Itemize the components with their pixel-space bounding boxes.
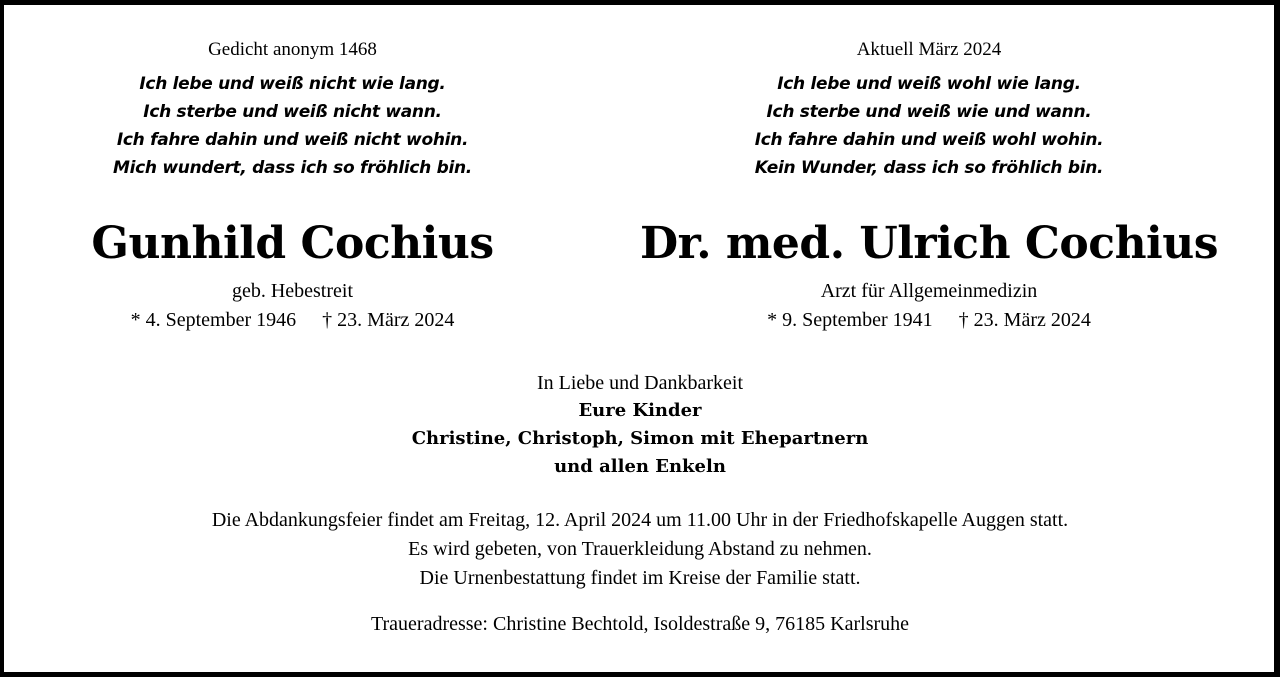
poem-line: Mich wundert, dass ich so fröhlich bin.: [113, 158, 472, 178]
left-dates: [40, 308, 545, 332]
poem-line: Ich lebe und weiß wohl wie lang.: [777, 74, 1081, 94]
left-deceased-name: Gunhild Cochius: [91, 218, 494, 269]
right-poem: [618, 70, 1240, 182]
right-subtitle: Arzt für Allgemeinmedizin: [820, 280, 1038, 302]
right-dates: [618, 308, 1240, 332]
right-poem-title: Aktuell März 2024: [856, 39, 1002, 60]
mourners-line: und allen Enkeln: [554, 456, 726, 477]
left-birth-date: * 4. September 1946: [130, 309, 297, 331]
left-poem: [40, 70, 545, 182]
poem-line: Ich fahre dahin und weiß wohl wohin.: [754, 130, 1104, 150]
notice-line: Die Urnenbestattung findet im Kreise der Familie statt.: [419, 567, 861, 589]
poem-line: Ich lebe und weiß nicht wie lang.: [139, 74, 446, 94]
poem-line: Ich sterbe und weiß wie und wann.: [766, 102, 1092, 122]
right-death-date: † 23. März 2024: [958, 309, 1091, 331]
mourners-line: Eure Kinder: [578, 400, 702, 421]
poem-line: Kein Wunder, dass ich so fröhlich bin.: [754, 158, 1104, 178]
notice-line: Es wird gebeten, von Trauerkleidung Abstand zu nehmen.: [408, 538, 872, 560]
notice-line: Die Abdankungsfeier findet am Freitag, 12. April 2024 um 11.00 Uhr in der Friedhofskapelle Auggen statt.: [211, 509, 1069, 531]
mourning-address: Traueradresse: Christine Bechtold, Isoldestraße 9, 76185 Karlsruhe: [370, 613, 910, 635]
left-poem-title: Gedicht anonym 1468: [208, 39, 377, 60]
mourners-line: Christine, Christoph, Simon mit Ehepartnern: [411, 428, 869, 449]
left-death-date: † 23. März 2024: [322, 309, 455, 331]
mourners-intro: In Liebe und Dankbarkeit: [536, 372, 744, 394]
left-subtitle: geb. Hebestreit: [231, 280, 354, 302]
mourners-list: [0, 397, 1280, 481]
funeral-notices: [0, 506, 1280, 593]
right-deceased-name: Dr. med. Ulrich Cochius: [639, 218, 1219, 269]
poem-line: Ich sterbe und weiß nicht wann.: [143, 102, 442, 122]
poem-line: Ich fahre dahin und weiß nicht wohin.: [116, 130, 469, 150]
right-birth-date: * 9. September 1941: [767, 309, 933, 331]
